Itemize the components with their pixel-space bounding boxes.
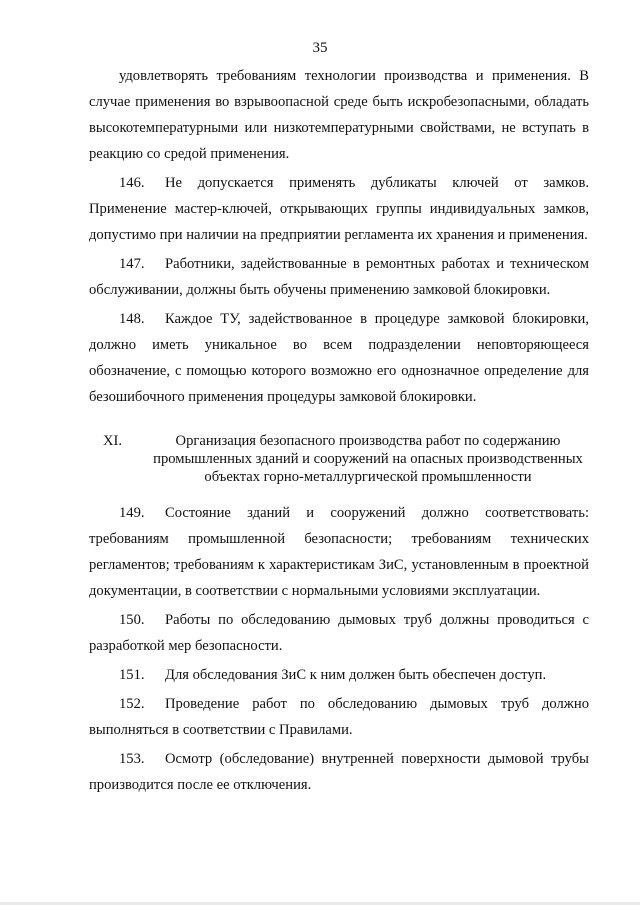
paragraph-text: Работы по обследованию дымовых труб должны проводиться с разработкой мер безопасности. [89, 612, 589, 654]
paragraph-text: Каждое ТУ, задействованное в процедуре замковой блокировки, должно иметь уникальное во всем подразделении неповторяющееся обозначение, с помощью которого возможно его однозначное определение для безошибочного применения процедуры замковой блокировки. [89, 311, 589, 405]
paragraph-text: Проведение работ по обследованию дымовых труб должно выполняться в соответствии с Правилами. [89, 696, 589, 738]
paragraph-text: Работники, задействованные в ремонтных работах и техническом обслуживании, должны быть обучены применению замковой блокировки. [89, 256, 589, 298]
section-number: XI. [103, 433, 123, 449]
numbered-paragraph [89, 607, 589, 659]
paragraph-text: Осмотр (обследование) внутренней поверхности дымовой трубы производится после ее отключения. [89, 751, 589, 793]
section-title-line: объектах горно-металлургической промышленности [204, 469, 532, 485]
numbered-paragraph [89, 691, 589, 743]
page-number: 35 [312, 40, 328, 56]
paragraph-number: 148. [119, 311, 145, 327]
numbered-paragraph [89, 306, 589, 410]
paragraph-continuation: удовлетворять требованиям технологии производства и применения. В случае применения во взрывоопасной среде быть искробезопасными, обладать высокотемпературными или низкотемпературными свойствами, не вступать в реакцию со средой применения. [89, 68, 589, 162]
numbered-paragraph [89, 746, 589, 798]
paragraph-number: 149. [119, 505, 145, 521]
paragraph-text: Состояние зданий и сооружений должно соответствовать: требованиям промышленной безопасности; требованиям технических регламентов; требованиям к характеристикам ЗиС, установленным в проектной документации, в соответствии с нормальными условиями эксплуатации. [89, 505, 589, 599]
paragraph-number: 151. [119, 667, 145, 683]
section-title [147, 432, 589, 486]
numbered-paragraph [89, 662, 589, 688]
numbered-paragraph [89, 170, 589, 248]
paragraph-number: 152. [119, 696, 145, 712]
numbered-paragraph [89, 251, 589, 303]
paragraphs-before-section [89, 170, 589, 410]
paragraph-number: 147. [119, 256, 145, 272]
section-heading [89, 432, 589, 486]
paragraph-number: 146. [119, 175, 145, 191]
numbered-paragraph [89, 500, 589, 604]
paragraph-number: 153. [119, 751, 145, 767]
section-title-line: Организация безопасного производства работ по содержанию [175, 433, 561, 449]
section-title-line: промышленных зданий и сооружений на опасных производственных [153, 451, 583, 467]
paragraph-text: Для обследования ЗиС к ним должен быть обеспечен доступ. [165, 667, 547, 683]
paragraph-number: 150. [119, 612, 145, 628]
paragraph-text: Не допускается применять дубликаты ключей от замков. Применение мастер-ключей, открывающих группы индивидуальных замков, допустимо при наличии на предприятии регламента их хранения и применения. [89, 175, 589, 243]
document-body [89, 63, 589, 798]
paragraphs-after-section [89, 500, 589, 798]
